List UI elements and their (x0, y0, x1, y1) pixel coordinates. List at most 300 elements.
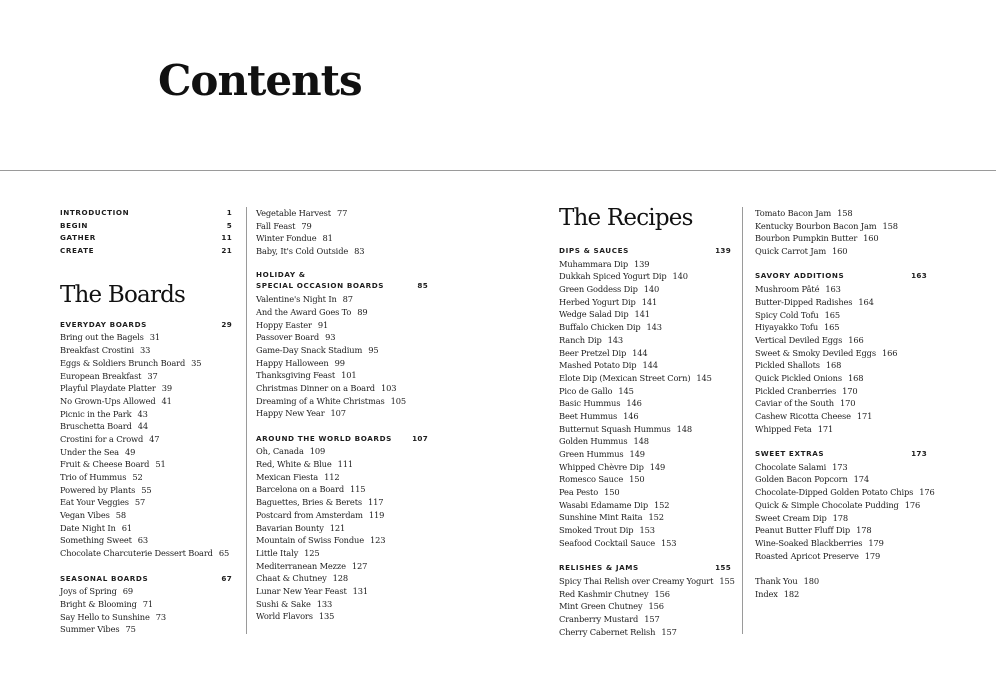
page-number: 29 (221, 319, 232, 329)
toc-entry[interactable] (256, 534, 428, 547)
entry-title: Red Kashmir Chutney (559, 588, 649, 599)
entry-title: Under the Sea (60, 446, 119, 457)
toc-entry[interactable] (256, 357, 428, 370)
page-number: 95 (368, 344, 379, 355)
toc-entry[interactable] (256, 407, 428, 420)
toc-entry[interactable] (755, 245, 927, 258)
toc-entry[interactable] (256, 560, 428, 573)
page-number: 43 (137, 408, 148, 419)
toc-entry[interactable] (559, 283, 731, 296)
front-matter-list (60, 207, 232, 258)
page-number: 153 (639, 525, 655, 536)
toc-entry[interactable] (559, 347, 731, 360)
entry-title: Happy New Year (256, 408, 325, 419)
toc-entry[interactable] (755, 423, 927, 436)
toc-entry[interactable] (755, 524, 927, 537)
page-number: 146 (626, 398, 642, 409)
section-label: EVERYDAY BOARDS (60, 319, 147, 329)
page-title: Contents (158, 56, 362, 105)
toc-entry[interactable] (559, 613, 731, 626)
entry-title: Eat Your Veggies (60, 497, 129, 508)
entry-title: Fall Feast (256, 220, 296, 231)
entry-title: Quick & Simple Chocolate Pudding (755, 499, 899, 510)
toc-entry[interactable] (559, 372, 731, 385)
toc-entry[interactable] (755, 309, 927, 322)
page-number: 140 (643, 284, 660, 295)
page-number: 164 (858, 296, 874, 307)
entry-title: Quick Carrot Jam (755, 246, 827, 257)
toc-entry[interactable] (559, 385, 731, 398)
toc-entry[interactable] (256, 496, 428, 509)
page-number: 119 (368, 509, 385, 520)
toc-entry[interactable] (256, 509, 428, 522)
entry-title: Seafood Cocktail Sauce (559, 537, 656, 548)
entry-title: Pea Pesto (559, 487, 599, 498)
toc-entry[interactable] (60, 598, 232, 611)
toc-entry[interactable] (256, 522, 428, 535)
entry-title: Happy Halloween (256, 357, 329, 368)
spacer (755, 258, 927, 271)
toc-entry[interactable] (60, 534, 232, 547)
toc-entry[interactable] (559, 321, 731, 334)
section-label: CREATE (60, 246, 95, 256)
page-number: 173 (911, 449, 927, 459)
toc-entry[interactable] (559, 524, 731, 537)
entry-title: Mexican Fiesta (256, 471, 319, 482)
entry-title: No Grown-Ups Allowed (60, 395, 156, 406)
entry-title: Ranch Dip (559, 334, 602, 345)
section-heading-sweet[interactable] (755, 448, 927, 461)
page-number: 149 (649, 461, 666, 472)
page-number: 148 (676, 423, 693, 434)
toc-entry[interactable] (60, 484, 232, 497)
entry-title: Crostini for a Crowd (60, 433, 144, 444)
page-number: 125 (304, 547, 320, 558)
section-label: BEGIN (60, 220, 88, 230)
entry-title: Joys of Spring (60, 586, 117, 597)
page-number: 105 (390, 395, 406, 406)
page-number: 47 (149, 433, 160, 444)
section-heading-dips[interactable] (559, 245, 731, 258)
entry-title: Pickled Shallots (755, 360, 820, 371)
entry-title: Vertical Deviled Eggs (755, 334, 843, 345)
page-number: 144 (632, 347, 648, 358)
entry-title: Pico de Gallo (559, 385, 613, 396)
section-label: SWEET EXTRAS (755, 449, 825, 459)
page-number: 156 (654, 588, 670, 599)
page-number: 157 (661, 626, 677, 637)
entry-title: Fruit & Cheese Board (60, 459, 150, 470)
toc-entry[interactable] (559, 461, 731, 474)
entry-title: Chaat & Chutney (256, 573, 327, 584)
entry-title: Basic Hummus (559, 398, 621, 409)
toc-entry[interactable] (60, 433, 232, 446)
toc-entry[interactable] (256, 585, 428, 598)
toc-entry[interactable] (755, 512, 927, 525)
section-heading-everyday[interactable] (60, 319, 232, 332)
toc-entry[interactable] (256, 572, 428, 585)
toc-entry[interactable] (559, 359, 731, 372)
entry-title: Date Night In (60, 522, 116, 533)
toc-entry[interactable] (256, 232, 428, 245)
toc-entry[interactable] (755, 207, 927, 220)
column-divider (246, 207, 247, 634)
page-number: 107 (330, 408, 346, 419)
page-number: 145 (696, 372, 712, 383)
toc-entry[interactable] (755, 283, 927, 296)
section-heading-holiday[interactable] (256, 280, 428, 293)
toc-entry[interactable] (256, 471, 428, 484)
page-number: 49 (124, 446, 136, 457)
page-number: 109 (309, 446, 326, 457)
toc-entry[interactable] (60, 585, 232, 598)
toc-entry[interactable] (60, 446, 232, 459)
section-heading-seasonal[interactable] (60, 573, 232, 586)
entry-title: Kentucky Bourbon Bacon Jam (755, 220, 877, 231)
entry-title: Tomato Bacon Jam (755, 208, 832, 218)
section-label: SAVORY ADDITIONS (755, 271, 845, 281)
page-number: 141 (634, 309, 650, 320)
entry-title: Sunshine Mint Raita (559, 512, 643, 523)
spacer (256, 258, 428, 271)
toc-entry[interactable] (559, 511, 731, 524)
toc-entry[interactable] (755, 588, 927, 601)
page-number: 139 (634, 258, 650, 269)
entry-title: Cranberry Mustard (559, 613, 639, 624)
toc-entry[interactable] (755, 410, 927, 423)
toc-entry[interactable] (755, 499, 927, 512)
page-number: 146 (623, 410, 639, 421)
entry-title: Valentine's Night In (256, 294, 337, 305)
toc-entry[interactable] (755, 296, 927, 309)
page-number: 55 (141, 484, 152, 495)
page-number: 112 (324, 471, 340, 482)
entry-title: Golden Bacon Popcorn (755, 474, 848, 485)
toc-entry[interactable] (755, 397, 927, 410)
toc-entry[interactable] (755, 461, 927, 474)
toc-entry[interactable] (60, 331, 232, 344)
entry-title: Baby, It's Cold Outside (256, 246, 349, 257)
toc-entry[interactable] (559, 270, 731, 283)
relishes-list (559, 575, 735, 638)
toc-entry[interactable] (755, 473, 927, 486)
toc-entry[interactable] (559, 588, 731, 601)
page-number: 103 (380, 382, 397, 393)
savory-list (755, 283, 927, 435)
toc-entry[interactable] (60, 623, 232, 636)
page-number: 11 (221, 233, 232, 243)
toc-entry[interactable] (256, 245, 428, 258)
toc-entry[interactable] (60, 471, 232, 484)
entry-title: Dreaming of a White Christmas (256, 395, 385, 406)
page-number: 158 (837, 208, 853, 218)
page-number: 44 (137, 421, 148, 432)
entry-title: Caviar of the South (755, 398, 834, 409)
page-number: 89 (357, 306, 368, 317)
entry-title: Roasted Apricot Preserve (755, 550, 859, 561)
seasonal-list (60, 585, 232, 636)
page-number: 123 (370, 535, 386, 546)
entry-title: Picnic in the Park (60, 408, 132, 419)
toc-entry[interactable] (60, 357, 232, 370)
page-number: 115 (350, 484, 366, 495)
page-number: 166 (848, 334, 864, 345)
toc-entry[interactable] (60, 611, 232, 624)
page-number: 171 (856, 411, 873, 421)
entry-title: Postcard from Amsterdam (256, 509, 363, 520)
page-number: 101 (341, 370, 357, 381)
entry-title: Sweet & Smoky Deviled Eggs (755, 347, 876, 358)
toc-entry[interactable] (755, 385, 927, 398)
page-number: 61 (121, 522, 132, 533)
toc-entry[interactable] (256, 293, 428, 306)
entry-title: Mashed Potato Dip (559, 360, 637, 371)
toc-entry[interactable] (559, 499, 731, 512)
toc-entry[interactable] (256, 458, 428, 471)
toc-entry[interactable] (256, 395, 428, 408)
page-number: 35 (191, 357, 202, 368)
toc-entry[interactable] (256, 598, 428, 611)
toc-entry[interactable] (256, 445, 428, 458)
section-heading-world[interactable] (256, 433, 428, 446)
toc-entry[interactable] (559, 397, 731, 410)
toc-entry[interactable] (559, 296, 731, 309)
entry-title: Passover Board (256, 332, 320, 343)
toc-entry[interactable] (256, 306, 428, 319)
toc-entry[interactable] (755, 359, 927, 372)
toc-entry[interactable] (256, 331, 428, 344)
entry-title: Winter Fondue (256, 233, 317, 244)
spacer (60, 560, 232, 573)
entry-title: Something Sweet (60, 535, 132, 546)
toc-entry[interactable] (755, 372, 927, 385)
toc-entry[interactable] (60, 509, 232, 522)
entry-title: Bourbon Pumpkin Butter (755, 233, 858, 244)
entry-title: Thanksgiving Feast (256, 370, 336, 381)
toc-entry[interactable] (256, 483, 428, 496)
page-number: 39 (161, 383, 172, 394)
entry-title: Dukkah Spiced Yogurt Dip (559, 271, 667, 282)
page-number: 75 (125, 624, 136, 635)
toc-entry[interactable] (755, 550, 927, 563)
page-number: 93 (325, 332, 336, 343)
toc-entry[interactable] (559, 258, 731, 271)
toc-entry[interactable] (60, 344, 232, 357)
entry-title: European Breakfast (60, 370, 142, 381)
page-number: 81 (322, 233, 333, 244)
page-number: 158 (882, 220, 898, 231)
page-number: 33 (140, 345, 151, 356)
entry-title: Mushroom Pâté (755, 284, 820, 295)
entry-title: World Flavors (256, 611, 313, 622)
entry-title: Oh, Canada (256, 446, 304, 457)
entry-title: Hiyayakko Tofu (755, 322, 819, 333)
entry-title: Sweet Cream Dip (755, 512, 827, 523)
entry-title: Say Hello to Sunshine (60, 611, 150, 622)
toc-entry[interactable] (559, 486, 731, 499)
page-number: 174 (853, 474, 870, 485)
entry-title: Eggs & Soldiers Brunch Board (60, 357, 186, 368)
toc-entry[interactable] (60, 522, 232, 535)
toc-entry[interactable] (559, 575, 735, 588)
entry-title: Quick Pickled Onions (755, 372, 842, 383)
page-number: 73 (155, 611, 167, 622)
page-number: 165 (824, 309, 841, 320)
toc-entry[interactable] (755, 334, 927, 347)
page-number: 58 (115, 510, 126, 521)
page-number: 180 (803, 575, 819, 586)
toc-entry[interactable] (559, 600, 731, 613)
page-number: 168 (825, 360, 842, 371)
toc-entry[interactable] (755, 575, 927, 588)
page-number: 176 (904, 499, 921, 510)
toc-entry[interactable] (559, 473, 731, 486)
world-list (256, 445, 428, 623)
entry-title: Beet Hummus (559, 410, 618, 421)
toc-entry[interactable] (559, 626, 731, 639)
entry-title: Summer Vibes (60, 624, 120, 635)
page-number: 99 (334, 357, 345, 368)
entry-title: Vegan Vibes (60, 510, 110, 521)
page-number: 179 (868, 537, 884, 548)
toc-heading[interactable] (60, 245, 232, 258)
entry-title: Vegetable Harvest (256, 208, 331, 218)
toc-entry[interactable] (256, 344, 428, 357)
page-number: 141 (641, 296, 658, 307)
toc-entry[interactable] (60, 496, 232, 509)
toc-entry[interactable] (755, 232, 927, 245)
toc-entry[interactable] (559, 334, 731, 347)
page-number: 143 (646, 322, 662, 333)
page-number: 140 (672, 271, 688, 282)
entry-title: Mountain of Swiss Fondue (256, 535, 364, 546)
toc-heading[interactable] (60, 232, 232, 245)
page-number: 57 (134, 497, 146, 508)
toc-entry[interactable] (256, 220, 428, 233)
page-number: 71 (142, 598, 153, 609)
page-number: 157 (644, 613, 660, 624)
dips-list (559, 258, 731, 550)
toc-entry[interactable] (256, 369, 428, 382)
page-number: 37 (147, 370, 158, 381)
toc-entry[interactable] (60, 458, 232, 471)
entry-title: Herbed Yogurt Dip (559, 296, 636, 307)
toc-entry[interactable] (60, 420, 232, 433)
toc-entry[interactable] (559, 448, 731, 461)
spacer (256, 420, 428, 433)
page-number: 5 (226, 220, 232, 230)
entry-title: Bright & Blooming (60, 598, 137, 609)
entry-title: Wedge Salad Dip (559, 309, 629, 320)
page-number: 152 (654, 499, 670, 510)
toc-entry[interactable] (256, 382, 428, 395)
entry-title: Cashew Ricotta Cheese (755, 411, 851, 421)
page-number: 155 (715, 563, 731, 573)
entry-title: Barcelona on a Board (256, 484, 345, 495)
entry-title: Beer Pretzel Dip (559, 347, 627, 358)
toc-entry[interactable] (755, 220, 927, 233)
page-number: 83 (354, 246, 365, 257)
toc-entry[interactable] (256, 319, 428, 332)
toc-entry[interactable] (256, 610, 428, 623)
page-number: 166 (881, 347, 898, 358)
spacer (755, 562, 927, 575)
entry-title: Christmas Dinner on a Board (256, 382, 375, 393)
page-number: 155 (719, 575, 735, 586)
toc-column-3 (559, 205, 735, 638)
page-number: 131 (352, 585, 369, 596)
entry-title: Peanut Butter Fluff Dip (755, 525, 851, 536)
seasonal-list-continued (256, 207, 428, 258)
page-number: 63 (137, 535, 149, 546)
section-label: AROUND THE WORLD BOARDS (256, 433, 392, 443)
entry-title: Buffalo Chicken Dip (559, 322, 641, 333)
toc-heading[interactable] (60, 220, 232, 233)
page-number: 160 (832, 246, 848, 257)
page-number: 179 (864, 550, 881, 561)
page-number: 111 (337, 459, 354, 470)
entry-title: Bring out the Bagels (60, 332, 144, 343)
spacer (559, 550, 731, 563)
toc-entry[interactable] (559, 308, 731, 321)
toc-heading[interactable] (60, 207, 232, 220)
entry-title: Lunar New Year Feast (256, 585, 347, 596)
entry-title: Wine-Soaked Blackberries (755, 537, 863, 548)
toc-column-2 (256, 207, 428, 623)
toc-entry[interactable] (755, 486, 935, 499)
toc-entry[interactable] (60, 408, 232, 421)
page-number: 148 (633, 436, 649, 447)
toc-entry[interactable] (755, 321, 927, 334)
toc-entry[interactable] (559, 435, 731, 448)
toc-entry[interactable] (60, 547, 232, 560)
page-number: 52 (132, 472, 143, 482)
page-number: 149 (629, 449, 645, 459)
toc-entry[interactable] (559, 423, 731, 436)
page-number: 173 (832, 461, 848, 472)
toc-entry[interactable] (256, 547, 428, 560)
page-number: 117 (368, 497, 384, 508)
toc-entry[interactable] (559, 410, 731, 423)
toc-entry[interactable] (755, 537, 927, 550)
toc-entry[interactable] (60, 370, 232, 383)
page-number: 150 (604, 487, 620, 498)
page-number: 153 (661, 537, 677, 548)
entry-title: Breakfast Crostini (60, 345, 135, 356)
page-number: 41 (161, 395, 172, 406)
entry-title: Trio of Hummus (60, 472, 127, 482)
section-heading-holiday-line1[interactable] (256, 270, 428, 280)
entry-title: Pickled Cranberries (755, 385, 837, 396)
toc-entry[interactable] (60, 395, 232, 408)
recipes-heading: The Recipes (559, 205, 693, 231)
holiday-list (256, 293, 428, 420)
entry-title: Cherry Cabernet Relish (559, 626, 656, 637)
toc-entry[interactable] (559, 537, 731, 550)
toc-entry[interactable] (60, 382, 232, 395)
toc-column-1 (60, 207, 232, 636)
entry-title: And the Award Goes To (256, 306, 352, 317)
entry-title: Bruschetta Board (60, 421, 132, 432)
toc-entry[interactable] (755, 347, 927, 360)
section-heading-savory[interactable] (755, 270, 927, 283)
page-number: 85 (417, 281, 428, 291)
section-heading-relishes[interactable] (559, 562, 731, 575)
entry-title: Romesco Sauce (559, 474, 624, 485)
page-number: 160 (863, 233, 879, 244)
entry-title: Green Hummus (559, 449, 624, 459)
toc-entry[interactable] (256, 207, 428, 220)
